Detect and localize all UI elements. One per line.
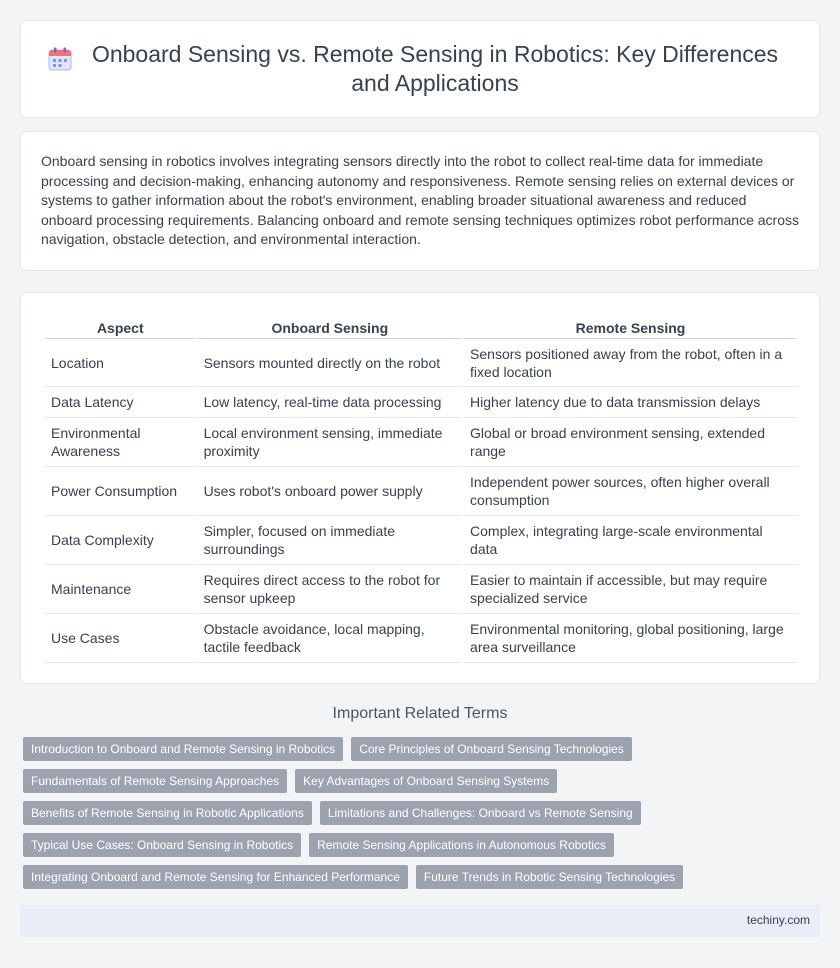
cell-remote: Easier to maintain if accessible, but may require specialized service bbox=[464, 565, 797, 614]
cell-remote: Environmental monitoring, global positioning, large area surveillance bbox=[464, 614, 797, 663]
header-card bbox=[20, 20, 820, 118]
cell-aspect: Data Latency bbox=[45, 387, 196, 418]
cell-aspect: Data Complexity bbox=[45, 516, 196, 565]
table-header-row bbox=[45, 313, 797, 339]
related-tag[interactable]: Typical Use Cases: Onboard Sensing in Robotics bbox=[23, 833, 301, 857]
related-terms-heading: Important Related Terms bbox=[332, 705, 508, 722]
cell-onboard: Requires direct access to the robot for sensor upkeep bbox=[198, 565, 462, 614]
cell-onboard: Low latency, real-time data processing bbox=[198, 387, 462, 418]
tag-row bbox=[23, 737, 823, 761]
table-row bbox=[45, 565, 797, 614]
table-row bbox=[45, 467, 797, 516]
header-aspect: Aspect bbox=[45, 313, 196, 339]
cell-remote: Sensors positioned away from the robot, often in a fixed location bbox=[464, 339, 797, 387]
related-tag[interactable]: Introduction to Onboard and Remote Sensing in Robotics bbox=[23, 737, 343, 761]
related-tag[interactable]: Key Advantages of Onboard Sensing Systems bbox=[295, 769, 557, 793]
cell-aspect: Maintenance bbox=[45, 565, 196, 614]
related-tag[interactable]: Benefits of Remote Sensing in Robotic Applications bbox=[23, 801, 312, 825]
table-row bbox=[45, 339, 797, 387]
table-row bbox=[45, 418, 797, 467]
cell-aspect: Power Consumption bbox=[45, 467, 196, 516]
cell-onboard: Local environment sensing, immediate proximity bbox=[198, 418, 462, 467]
table-row bbox=[45, 516, 797, 565]
intro-card bbox=[20, 131, 820, 271]
table-row bbox=[45, 387, 797, 418]
cell-remote: Higher latency due to data transmission delays bbox=[464, 387, 797, 418]
tag-row bbox=[23, 769, 823, 793]
cell-aspect: Environmental Awareness bbox=[45, 418, 196, 467]
cell-aspect: Use Cases bbox=[45, 614, 196, 663]
related-tag[interactable]: Core Principles of Onboard Sensing Technologies bbox=[351, 737, 632, 761]
header-onboard: Onboard Sensing bbox=[198, 313, 462, 339]
cell-onboard: Sensors mounted directly on the robot bbox=[198, 339, 462, 387]
intro-paragraph: Onboard sensing in robotics involves integrating sensors directly into the robot to collect real-time data for immediate processing and decision-making, enhancing autonomy and responsiveness. Remote sensing relies on external devices or systems to gather information about the robot's environment, enabling broader situational awareness and reduced onboard processing requirements. Balancing onboard and remote sensing techniques optimizes robot performance across navigation, obstacle detection, and environmental interaction. bbox=[41, 153, 799, 248]
related-tag[interactable]: Limitations and Challenges: Onboard vs Remote Sensing bbox=[320, 801, 641, 825]
site-link[interactable]: techiny.com bbox=[746, 913, 810, 927]
cell-onboard: Obstacle avoidance, local mapping, tactile feedback bbox=[198, 614, 462, 663]
cell-onboard: Simpler, focused on immediate surroundings bbox=[198, 516, 462, 565]
header-remote: Remote Sensing bbox=[464, 313, 797, 339]
cell-onboard: Uses robot's onboard power supply bbox=[198, 467, 462, 516]
cell-remote: Independent power sources, often higher overall consumption bbox=[464, 467, 797, 516]
comparison-table bbox=[43, 313, 799, 663]
related-tag[interactable]: Remote Sensing Applications in Autonomous Robotics bbox=[309, 833, 614, 857]
related-tag[interactable]: Future Trends in Robotic Sensing Technologies bbox=[416, 865, 683, 889]
related-tag[interactable]: Integrating Onboard and Remote Sensing for Enhanced Performance bbox=[23, 865, 408, 889]
tag-row bbox=[23, 833, 823, 857]
related-tag[interactable]: Fundamentals of Remote Sensing Approaches bbox=[23, 769, 287, 793]
cell-remote: Complex, integrating large-scale environmental data bbox=[464, 516, 797, 565]
cell-aspect: Location bbox=[45, 339, 196, 387]
related-terms-list bbox=[23, 737, 823, 897]
footer bbox=[20, 905, 820, 937]
cell-remote: Global or broad environment sensing, extended range bbox=[464, 418, 797, 467]
page-title: Onboard Sensing vs. Remote Sensing in Robotics: Key Differences and Applications bbox=[91, 41, 779, 96]
tag-row bbox=[23, 801, 823, 825]
table-row bbox=[45, 614, 797, 663]
tag-row bbox=[23, 865, 823, 889]
comparison-card bbox=[20, 292, 820, 684]
